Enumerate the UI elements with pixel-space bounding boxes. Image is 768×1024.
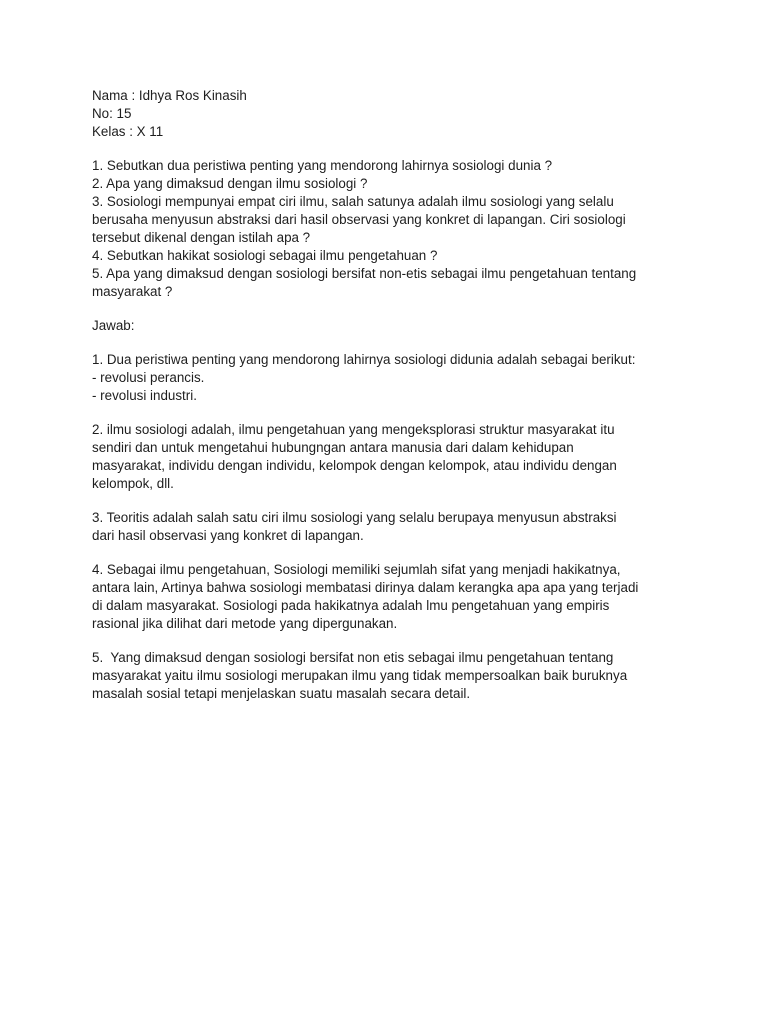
text-line: masyarakat, individu dengan individu, kelompok dengan kelompok, atau individu dengan bbox=[92, 458, 617, 473]
text-line: 2. Apa yang dimaksud dengan ilmu sosiologi ? bbox=[92, 176, 368, 191]
text-line: 1. Sebutkan dua peristiwa penting yang mendorong lahirnya sosiologi dunia ? bbox=[92, 158, 553, 173]
text-line: 1. Dua peristiwa penting yang mendorong lahirnya sosiologi didunia adalah sebagai berikut: bbox=[92, 352, 636, 367]
text-line: dari hasil observasi yang konkret di lapangan. bbox=[92, 528, 364, 543]
text-line: tersebut dikenal dengan istilah apa ? bbox=[92, 230, 311, 245]
document-page bbox=[92, 87, 732, 719]
text-line: - revolusi industri. bbox=[92, 388, 197, 403]
text-line: masyarakat ? bbox=[92, 284, 173, 299]
text-line: kelompok, dll. bbox=[92, 476, 174, 491]
answer-paragraph bbox=[92, 561, 732, 633]
answer-paragraph bbox=[92, 421, 732, 493]
text-line: antara lain, Artinya bahwa sosiologi membatasi dirinya dalam kerangka apa apa yang terjadi bbox=[92, 580, 639, 595]
text-line: 4. Sebagai ilmu pengetahuan, Sosiologi memiliki sejumlah sifat yang menjadi hakikatnya, bbox=[92, 562, 621, 577]
text-line: 5. Apa yang dimaksud dengan sosiologi bersifat non-etis sebagai ilmu pengetahuan tentang bbox=[92, 266, 637, 281]
text-line: Nama : Idhya Ros Kinasih bbox=[92, 88, 247, 103]
questions bbox=[92, 157, 732, 301]
text-line: 3. Teoritis adalah salah satu ciri ilmu sosiologi yang selalu berupaya menyusun abstraksi bbox=[92, 510, 617, 525]
text-line: Kelas : X 11 bbox=[92, 124, 164, 139]
text-line: 2. ilmu sosiologi adalah, ilmu pengetahuan yang mengeksplorasi struktur masyarakat itu bbox=[92, 422, 615, 437]
answer-paragraph bbox=[92, 509, 732, 545]
text-line: masalah sosial tetapi menjelaskan suatu masalah secara detail. bbox=[92, 686, 471, 701]
answer-heading bbox=[92, 317, 732, 335]
answer-paragraph bbox=[92, 649, 732, 703]
text-line: 3. Sosiologi mempunyai empat ciri ilmu, salah satunya adalah ilmu sosiologi yang selalu bbox=[92, 194, 614, 209]
text-line: Jawab: bbox=[92, 318, 135, 333]
text-line: 4. Sebutkan hakikat sosiologi sebagai ilmu pengetahuan ? bbox=[92, 248, 438, 263]
text-line: masyarakat yaitu ilmu sosiologi merupakan ilmu yang tidak mempersoalkan baik buruknya bbox=[92, 668, 628, 683]
text-line: sendiri dan untuk mengetahui hubungngan antara manusia dari dalam kehidupan bbox=[92, 440, 574, 455]
answer-paragraph bbox=[92, 351, 732, 405]
text-line: berusaha menyusun abstraksi dari hasil observasi yang konkret di lapangan. Ciri sosiologi bbox=[92, 212, 626, 227]
text-line: rasional jika dilihat dari metode yang dipergunakan. bbox=[92, 616, 398, 631]
text-line: di dalam masyarakat. Sosiologi pada hakikatnya adalah lmu pengetahuan yang empiris bbox=[92, 598, 610, 613]
text-line: 5. Yang dimaksud dengan sosiologi bersifat non etis sebagai ilmu pengetahuan tentang bbox=[92, 650, 614, 665]
text-line: No: 15 bbox=[92, 106, 132, 121]
student-info bbox=[92, 87, 732, 141]
text-line: - revolusi perancis. bbox=[92, 370, 205, 385]
